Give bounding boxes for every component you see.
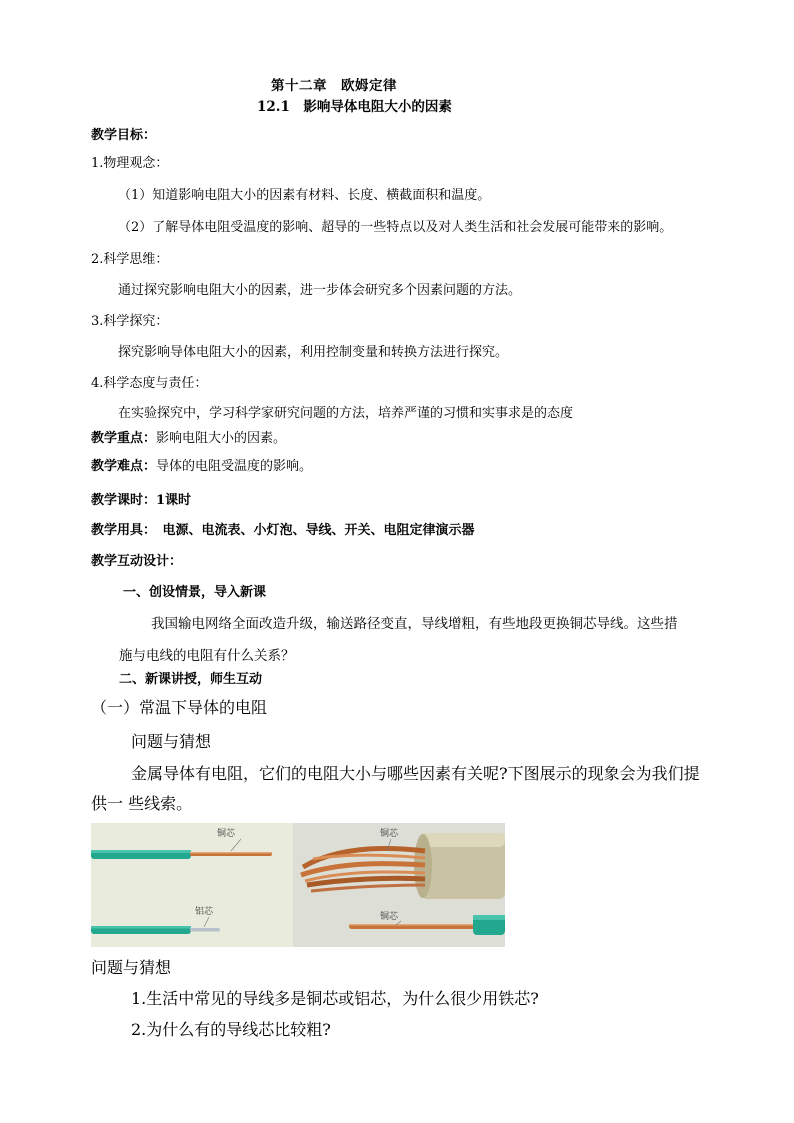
goal1-item2: （2）了解导体电阻受温度的影响、超导的一些特点以及对人类生活和社会发展可能带来的影响。: [118, 220, 673, 235]
part1-text-line1: 我国输电网络全面改造升级，输送路径变直，导线增粗，有些地段更换铜芯导线。这些措: [151, 616, 678, 632]
intro-line2: 供一 些线索。: [91, 794, 193, 813]
label-copper-core-bottom-right: 铜芯: [380, 912, 399, 922]
goal3-heading: 3.科学探究：: [91, 314, 169, 329]
key-point-label: 教学重点：: [91, 431, 157, 446]
difficulty-text: 导体的电阻受温度的影响。: [156, 459, 313, 474]
question-1: 1.生活中常见的导线多是铜芯或铝芯，为什么很少用铁芯?: [131, 989, 539, 1008]
key-point-text: 影响电阻大小的因素。: [156, 431, 287, 446]
label-copper-core-top-left: 铜芯: [217, 829, 236, 839]
part1-heading: 一、创设情景，导入新课: [123, 585, 267, 600]
label-copper-core-top-right: 铜芯: [380, 829, 399, 839]
chapter-title: 第十二章 欧姆定律: [271, 78, 397, 94]
part1-text-line2: 施与电线的电阻有什么关系？: [119, 648, 295, 664]
goal3-text: 探究影响导体电阻大小的因素，利用控制变量和转换方法进行探究。: [118, 345, 509, 360]
goal4-heading: 4.科学态度与责任：: [91, 376, 208, 391]
section-title: 12.1 影响导体电阻大小的因素: [257, 99, 452, 115]
wire-photo: [91, 823, 505, 947]
difficulty-label: 教学难点：: [91, 459, 157, 474]
intro-line1: 金属导体有电阻，它们的电阻大小与哪些因素有关呢?下图展示的现象会为我们提: [131, 764, 700, 783]
question-heading-2: 问题与猜想: [91, 958, 172, 977]
goal1-heading: 1.物理观念：: [91, 156, 169, 171]
goal2-text: 通过探究影响电阻大小的因素，进一步体会研究多个因素问题的方法。: [118, 283, 522, 298]
key-point: [91, 430, 286, 448]
goal4-text: 在实验探究中，学习科学家研究问题的方法，培养严谨的习惯和实事求是的态度: [118, 406, 574, 421]
difficulty: [91, 458, 312, 476]
question-heading-1: 问题与猜想: [131, 732, 212, 751]
teaching-tools: 教学用具： 电源、电流表、小灯泡、导线、开关、电阻定律演示器: [91, 523, 475, 538]
goals-heading: 教学目标：: [91, 128, 157, 143]
question-2: 2.为什么有的导线芯比较粗?: [131, 1020, 331, 1039]
goal2-heading: 2.科学思维：: [91, 252, 169, 267]
part2-heading: 二、新课讲授，师生互动: [119, 672, 263, 687]
design-heading: 教学互动设计：: [91, 554, 183, 569]
goal1-item1: （1）知道影响电阻大小的因素有材料、长度、横截面积和温度。: [118, 188, 491, 203]
sub1-heading: （一）常温下导体的电阻: [91, 698, 268, 717]
class-periods: 教学课时：1课时: [91, 493, 192, 508]
label-aluminum-core: 铝芯: [195, 907, 214, 917]
